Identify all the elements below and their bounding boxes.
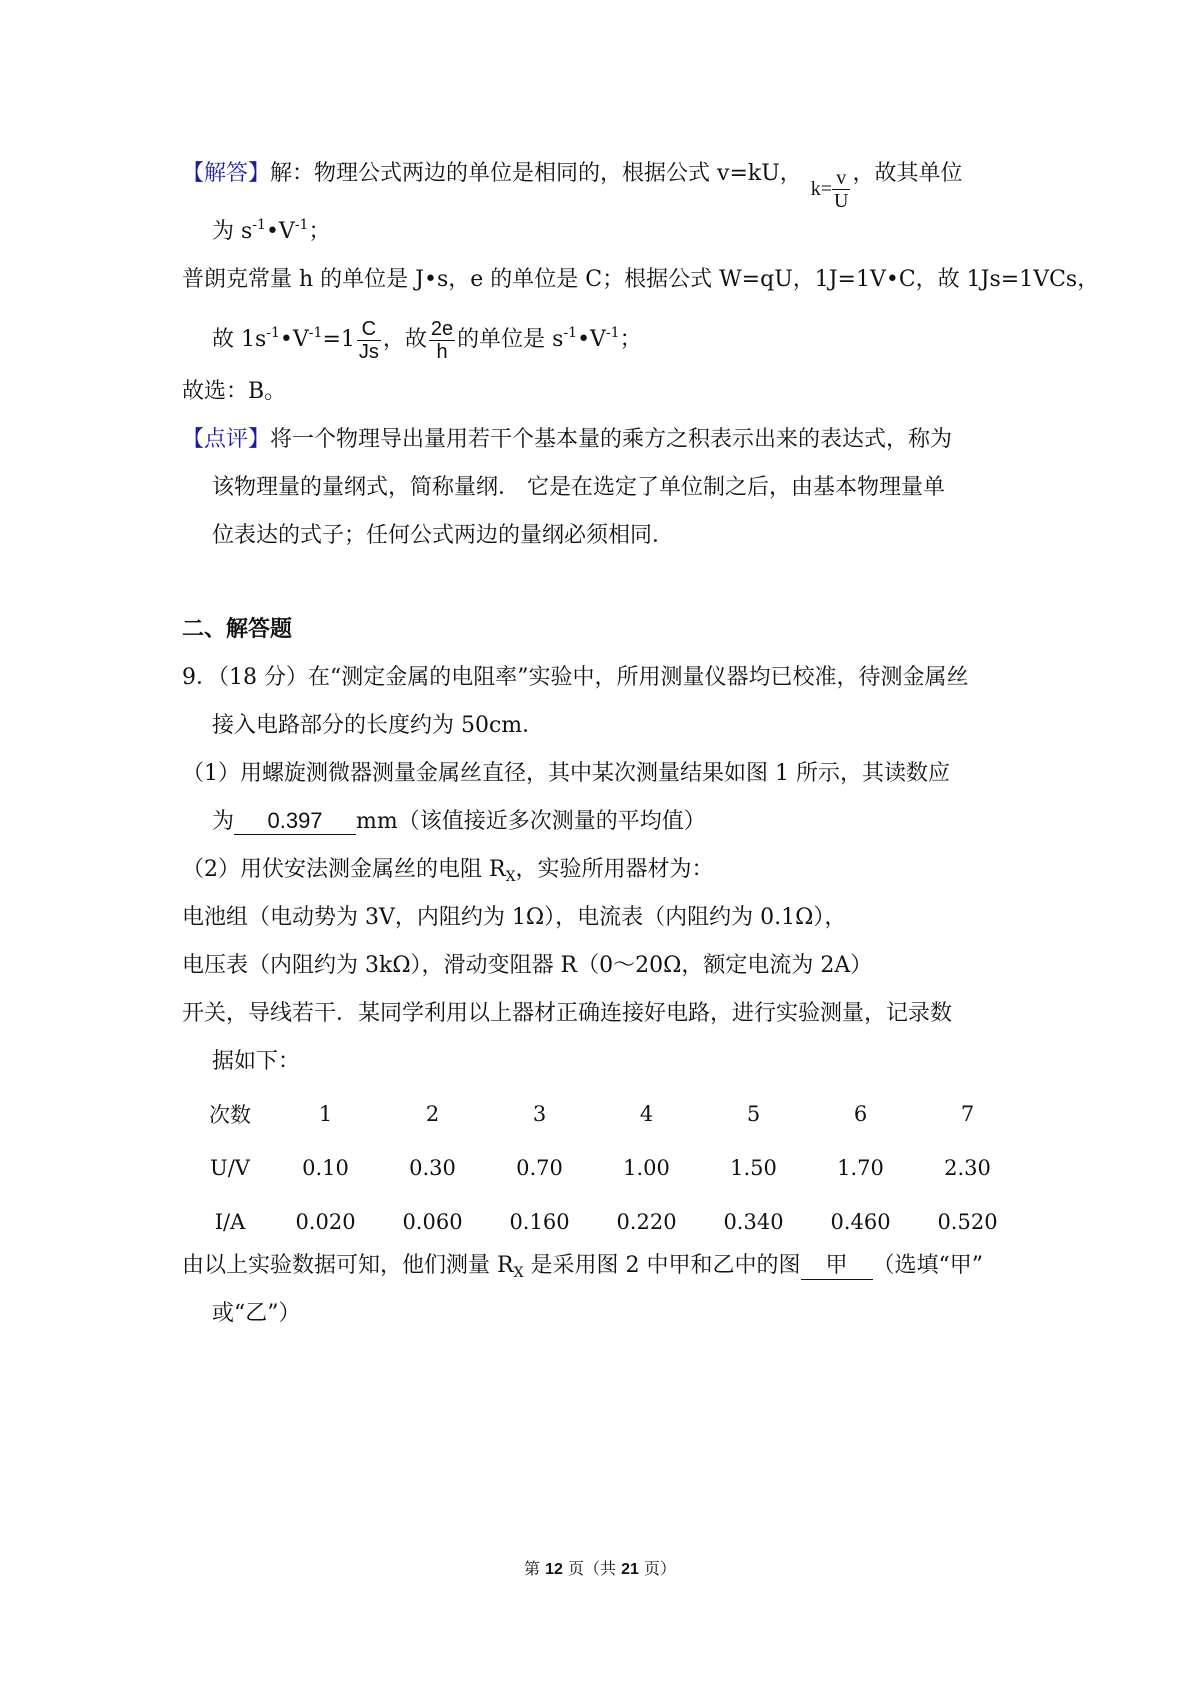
page-total: 21 bbox=[621, 1561, 639, 1578]
equipment-line-1: 电池组（电动势为 3V，内阻约为 1Ω），电流表（内阻约为 0.1Ω）， bbox=[182, 905, 847, 930]
table-cell: 3 bbox=[532, 1102, 547, 1126]
table-cell: 7 bbox=[960, 1102, 975, 1126]
table-cell: 0.220 bbox=[616, 1210, 677, 1234]
table-cell: 0.340 bbox=[723, 1210, 784, 1234]
page-number: 12 bbox=[545, 1561, 563, 1578]
equipment-line-4: 据如下： bbox=[212, 1049, 301, 1074]
table-cell: 6 bbox=[853, 1102, 868, 1126]
table-cell: 0.10 bbox=[302, 1156, 349, 1180]
table-cell: 2 bbox=[425, 1102, 440, 1126]
table-row bbox=[188, 1141, 1021, 1195]
answer-text-1-tail: ，故其单位 bbox=[852, 161, 963, 186]
comment-line-1: 【点评】将一个物理导出量用若干个基本量的乘方之积表示出来的表达式，称为 bbox=[182, 427, 953, 452]
answer-line-1 bbox=[182, 158, 963, 212]
part-2-line-1: （2）用伏安法测金属丝的电阻 $R_X$，实验所用器材为： bbox=[182, 857, 714, 885]
part-1-line-2: 为 0.397 mm（该值接近多次测量的平均值） bbox=[212, 808, 706, 834]
table-cell: 次数 bbox=[209, 1103, 251, 1127]
answer-line-2: 为 $s^{-1}•V^{-1}$； bbox=[212, 217, 331, 244]
table-cell: 1 bbox=[318, 1102, 333, 1126]
equipment-line-2: 电压表（内阻约为 3kΩ），滑动变阻器 R（0～20Ω，额定电流为 2A） bbox=[182, 953, 873, 978]
comment-line-3: 位表达的式子；任何公式两边的量纲必须相同． bbox=[212, 523, 675, 548]
page-footer: 第 12 页（共 21 页） bbox=[524, 1559, 676, 1578]
section-heading: 二、解答题 bbox=[182, 617, 293, 642]
formula-k-equals-v-over-u: k= $\frac{v}{U}$ bbox=[810, 166, 849, 212]
table-cell: 1.50 bbox=[730, 1156, 777, 1180]
conclusion-line-1: 由以上实验数据可知，他们测量 $R_X$ 是采用图 2 中甲和乙中的图 甲 （选填“甲” bbox=[182, 1253, 984, 1281]
table-cell: U/V bbox=[210, 1156, 250, 1180]
table-cell: 1.70 bbox=[837, 1156, 884, 1180]
answer-tag: 【解答】 bbox=[182, 161, 271, 186]
answer-text-1: 解：物理公式两边的单位是相同的，根据公式 v=kU， bbox=[270, 161, 802, 186]
answer-line-3: 普朗克常量 h 的单位是 J•s，e 的单位是 C；根据公式 W=qU，1J=1V•C，故 1Js=1VCs， bbox=[182, 267, 1100, 292]
comment-tag: 【点评】 bbox=[182, 427, 271, 452]
comment-line-2: 该物理量的量纲式，简称量纲． 它是在选定了单位制之后，由基本物理量单 bbox=[212, 475, 945, 500]
table-row bbox=[188, 1195, 1021, 1249]
table-cell: 5 bbox=[746, 1102, 761, 1126]
table-cell: 4 bbox=[639, 1102, 654, 1126]
equipment-line-3: 开关，导线若干．某同学利用以上器材正确连接好电路，进行实验测量，记录数 bbox=[182, 1001, 953, 1026]
table-cell: 0.30 bbox=[409, 1156, 456, 1180]
table-cell: 0.460 bbox=[830, 1210, 891, 1234]
question-9-line-2: 接入电路部分的长度约为 50cm． bbox=[212, 713, 545, 738]
measurement-table bbox=[188, 1087, 1021, 1249]
part-1-line-1: （1）用螺旋测微器测量金属丝直径，其中某次测量结果如图 1 所示，其读数应 bbox=[182, 761, 950, 786]
fraction-c-over-js: $\frac{C}{Js}$ bbox=[358, 318, 379, 363]
table-cell: 1.00 bbox=[623, 1156, 670, 1180]
conclusion-line-2: 或“乙”） bbox=[212, 1301, 301, 1326]
question-9-line-1: 9．（18 分）在“测定金属的电阻率”实验中，所用测量仪器均已校准，待测金属丝 bbox=[182, 665, 969, 690]
fraction-2e-over-h: $\frac{2e}{h}$ bbox=[430, 318, 454, 363]
answer-choice: 故选：B。 bbox=[182, 379, 287, 404]
answer-blank-circuit: 甲 bbox=[801, 1253, 873, 1280]
table-cell: 0.160 bbox=[509, 1210, 570, 1234]
table-cell: I/A bbox=[214, 1210, 246, 1234]
table-cell: 0.060 bbox=[402, 1210, 463, 1234]
table-cell: 2.30 bbox=[944, 1156, 991, 1180]
table-cell: 0.520 bbox=[937, 1210, 998, 1234]
answer-blank-diameter: 0.397 bbox=[234, 808, 356, 835]
table-row bbox=[188, 1087, 1021, 1141]
answer-line-4: 故 $1s^{-1}•V^{-1}=1$ $\frac{C}{Js}$ ，故 $\frac{2e}{h}$ 的单位是 $s^{-1}•V^{-1}$； bbox=[212, 318, 642, 363]
table-cell: 0.70 bbox=[516, 1156, 563, 1180]
table-cell: 0.020 bbox=[295, 1210, 356, 1234]
